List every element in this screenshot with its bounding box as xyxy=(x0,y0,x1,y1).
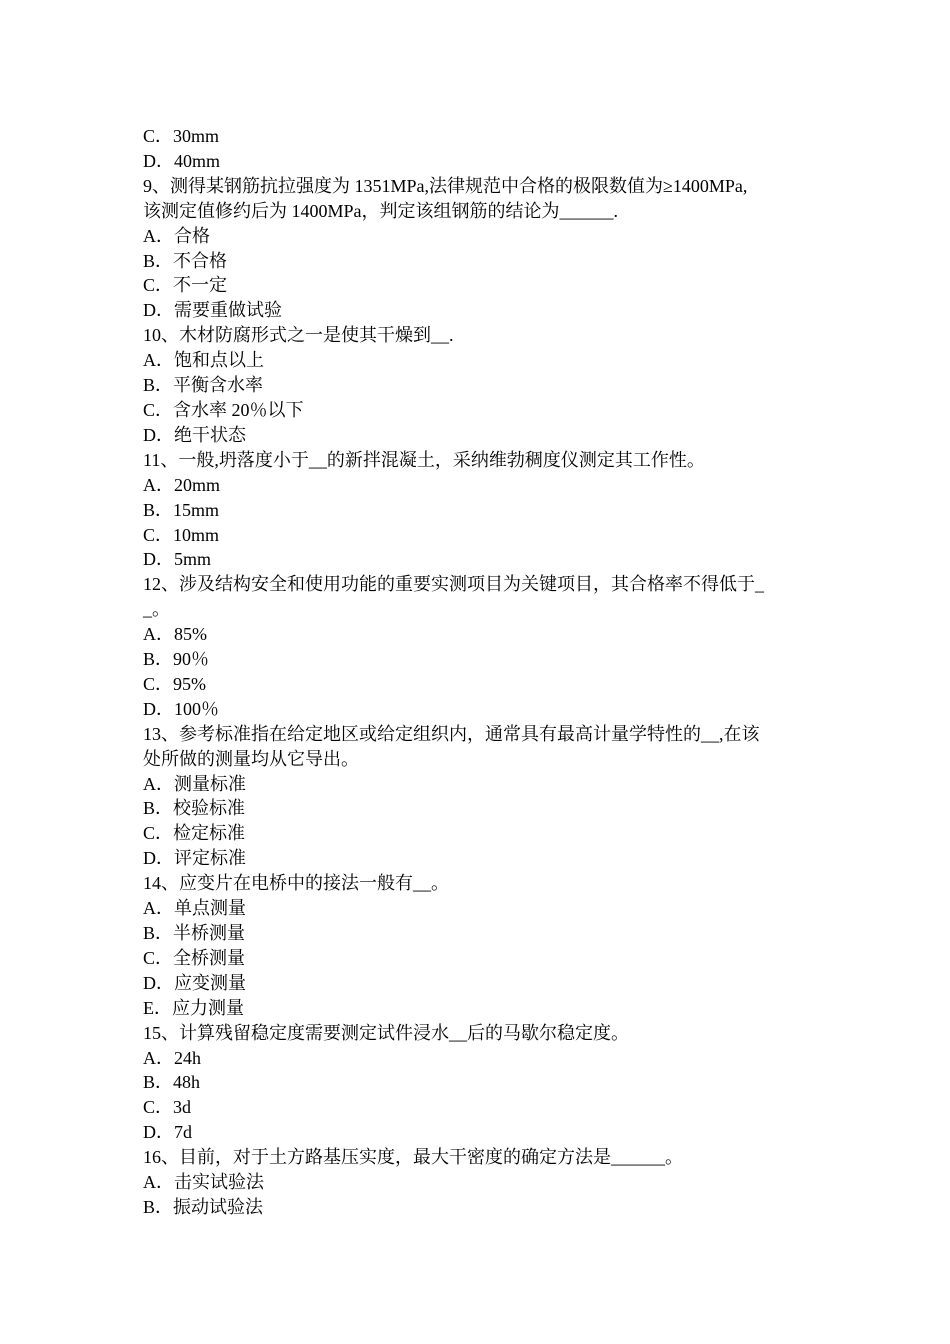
option-line: A．24h xyxy=(143,1047,201,1068)
option-line: A．测量标准 xyxy=(143,773,246,794)
question-text: 处所做的测量均从它导出。 xyxy=(143,748,359,769)
option-line: B．15mm xyxy=(143,499,220,520)
option-line: B．90％ xyxy=(143,649,210,670)
question-text: _。 xyxy=(143,599,170,620)
option-line: C．全桥测量 xyxy=(143,947,246,968)
option-line: C．含水率 20％以下 xyxy=(143,399,304,420)
question-text: 该测定值修约后为 1400MPa，判定该组钢筋的结论为______. xyxy=(143,200,619,221)
option-line: D．绝干状态 xyxy=(143,424,246,445)
option-line: D．5mm xyxy=(143,549,212,570)
question-text: 10、木材防腐形式之一是使其干燥到__. xyxy=(143,325,454,346)
option-line: A．20mm xyxy=(143,474,221,495)
option-line: C．不一定 xyxy=(143,275,228,296)
option-line: D．100％ xyxy=(143,698,219,719)
option-line: A．击实试验法 xyxy=(143,1172,264,1193)
option-line: B．平衡含水率 xyxy=(143,375,264,396)
option-line: D．7d xyxy=(143,1122,192,1143)
document-page xyxy=(143,124,813,1220)
question-text: 16、目前，对于土方路基压实度，最大干密度的确定方法是______。 xyxy=(143,1147,683,1168)
option-line: A．合格 xyxy=(143,225,210,246)
option-line: C．95% xyxy=(143,673,206,694)
option-line: D．评定标准 xyxy=(143,848,246,869)
option-line: A．饱和点以上 xyxy=(143,350,264,371)
question-text: 14、应变片在电桥中的接法一般有__。 xyxy=(143,873,449,894)
option-line: A．85% xyxy=(143,624,207,645)
option-line: B．校验标准 xyxy=(143,798,246,819)
option-line: C．3d xyxy=(143,1097,192,1118)
option-line: C．检定标准 xyxy=(143,823,246,844)
question-text: 13、参考标准指在给定地区或给定组织内，通常具有最高计量学特性的__,在该 xyxy=(143,723,760,744)
option-line: B．振动试验法 xyxy=(143,1196,264,1217)
option-line: E．应力测量 xyxy=(143,997,244,1018)
question-text: 11、一般,坍落度小于__的新拌混凝土，采纳维勃稠度仪测定其工作性。 xyxy=(143,449,705,470)
option-line: C．10mm xyxy=(143,524,220,545)
text-line: C．30mm xyxy=(143,126,220,146)
question-text: 12、涉及结构安全和使用功能的重要实测项目为关键项目，其合格率不得低于_ xyxy=(143,574,764,595)
option-line: D．需要重做试验 xyxy=(143,300,282,321)
question-text: 15、计算残留稳定度需要测定试件浸水__后的马歇尔稳定度。 xyxy=(143,1022,629,1043)
option-line: A．单点测量 xyxy=(143,898,246,919)
option-line: B．48h xyxy=(143,1072,201,1093)
question-text: 9、测得某钢筋抗拉强度为 1351MPa,法律规范中合格的极限数值为≥1400MPa, xyxy=(143,175,748,196)
option-line: B．不合格 xyxy=(143,250,228,271)
option-line: D．应变测量 xyxy=(143,972,246,993)
option-line: B．半桥测量 xyxy=(143,923,246,943)
text-line: D．40mm xyxy=(143,150,221,171)
